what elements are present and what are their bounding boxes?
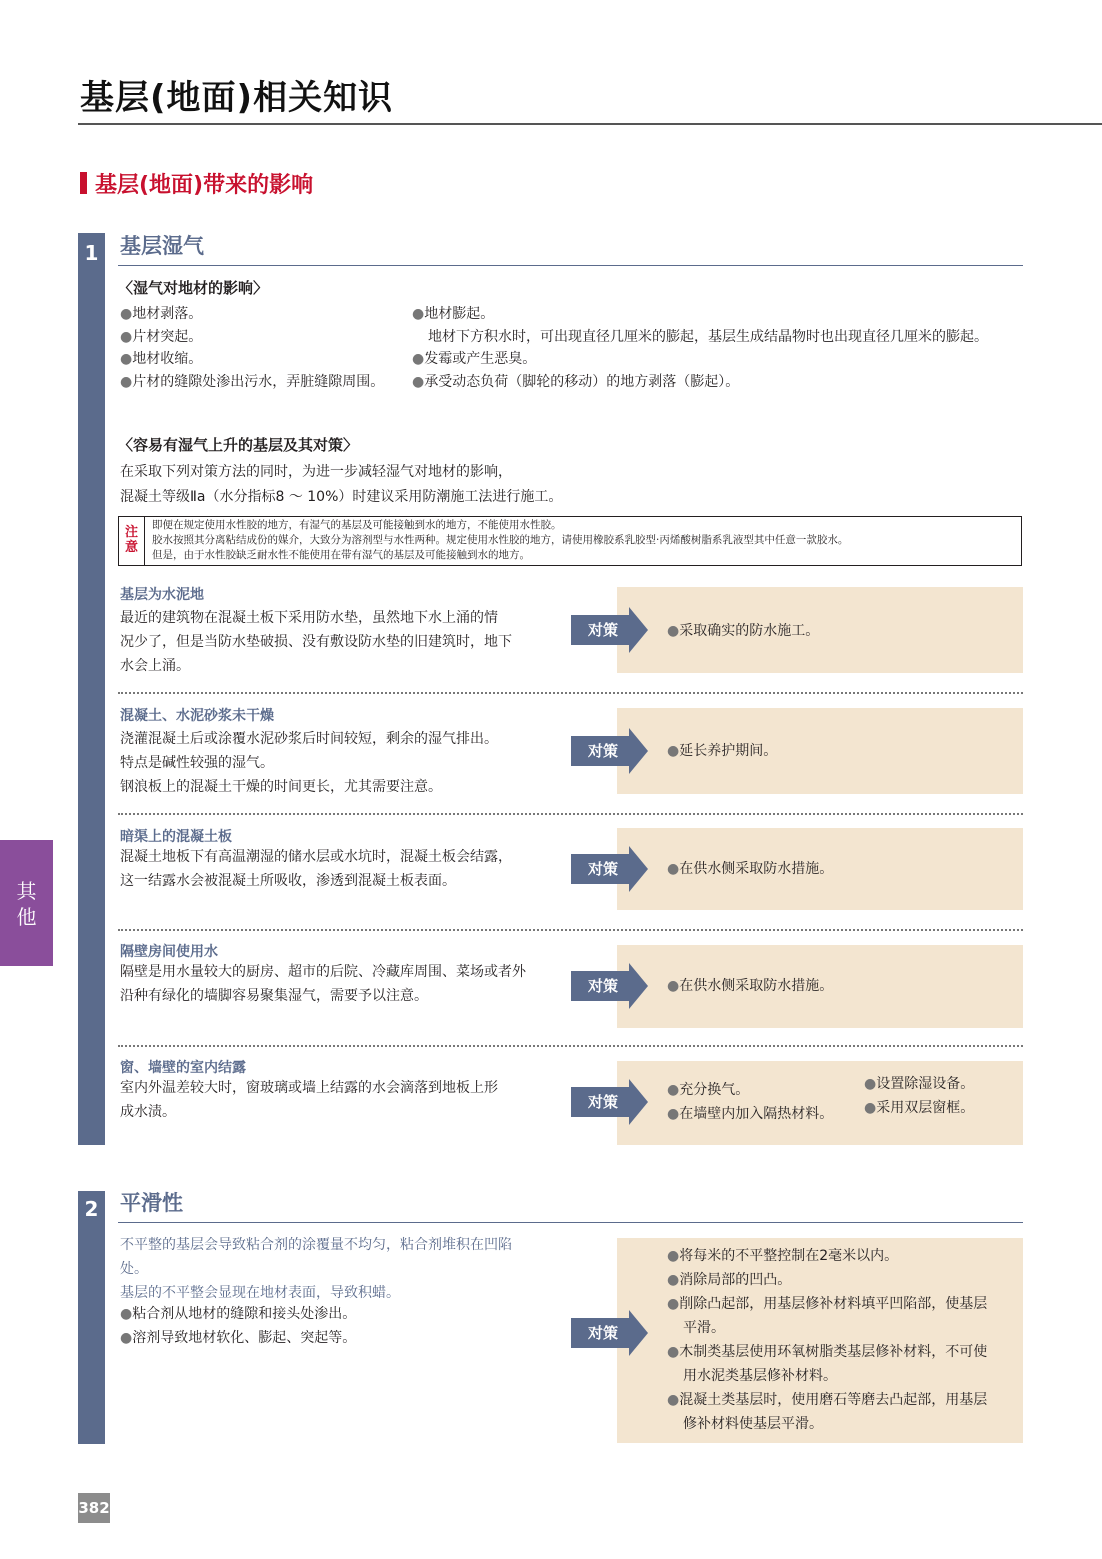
effects-left-list xyxy=(120,303,384,393)
countermeasure-arrow xyxy=(571,846,648,892)
effects-right-list xyxy=(412,303,988,393)
case-description: 浇灌混凝土后或涂覆水泥砂浆后时间较短，剩余的湿气排出。 特点是碱性较强的湿气。 钢浪板上的混凝土干燥的时间更长，尤其需要注意。 xyxy=(120,731,498,795)
case-title: 暗渠上的混凝土板 xyxy=(120,829,232,845)
countermeasure-arrow xyxy=(571,963,648,1009)
countermeasure-item: ● 采取确实的防水施工。 xyxy=(667,619,819,643)
prone-intro xyxy=(120,461,562,508)
countermeasure-label: 对策 xyxy=(587,1093,618,1111)
case-title: 基层为水泥地 xyxy=(120,587,204,603)
effect-item: ● 地材收缩。 xyxy=(120,348,384,371)
countermeasure-list: ● 将每米的不平整控制在2毫米以内。 ● 消除局部的凹凸。 ● 削除凸起部，用基层修补材料填平凹陷部，使基层 平滑。 ● 木制类基层使用环氧树脂类基层修补材料，不可使 用水泥类基层修补材料。 ● 混凝土类基层时，使用磨石等磨去凸起部，用基层 修补材料使基层平滑。 xyxy=(667,1244,987,1436)
effect-item: ● 地材剥落。 xyxy=(120,303,384,326)
case-description: 最近的建筑物在混凝土板下采用防水垫，虽然地下水上涌的情 况少了，但是当防水垫破损、没有敷设防水垫的旧建筑时，地下 水会上涌。 xyxy=(120,610,512,674)
page-number: 382 xyxy=(78,1493,110,1523)
divider xyxy=(118,1045,1023,1047)
note-text xyxy=(152,518,848,563)
case-title: 混凝土、水泥砂浆未干燥 xyxy=(120,708,274,724)
countermeasure-label: 对策 xyxy=(587,621,618,639)
prone-heading: 〈容易有湿气上升的基层及其对策〉 xyxy=(118,436,359,454)
section-2-title: 平滑性 xyxy=(120,1191,183,1215)
note-label: 注 意 xyxy=(119,517,145,565)
section-2-bar xyxy=(78,1191,105,1444)
page-title: 基层(地面)相关知识 xyxy=(80,78,394,118)
countermeasure-arrow xyxy=(571,1310,648,1356)
countermeasure-arrow xyxy=(571,1079,648,1125)
countermeasure-label: 对策 xyxy=(587,742,618,760)
section-1-bar xyxy=(78,233,105,1145)
countermeasure-list: ● 设置除湿设备。 ● 采用双层窗框。 xyxy=(864,1072,974,1120)
effect-item: ● 片材突起。 xyxy=(120,326,384,349)
countermeasure-item: ● 在供水侧采取防水措施。 xyxy=(667,974,833,998)
section-1-title: 基层湿气 xyxy=(120,234,204,258)
note-line: 即便在规定使用水性胶的地方，有湿气的基层及可能接触到水的地方，不能使用水性胶。 xyxy=(152,519,562,531)
section-1-rule xyxy=(118,265,1023,266)
countermeasure-label: 对策 xyxy=(587,1324,618,1342)
section-2-rule xyxy=(118,1222,1023,1223)
divider xyxy=(118,813,1023,815)
prone-intro-line: 在采取下列对策方法的同时，为进一步减轻湿气对地材的影响， xyxy=(120,464,512,480)
side-tab-other xyxy=(0,840,53,966)
prone-intro-line: 混凝土等级Ⅱa（水分指标8 ～ 10%）时建议采用防潮施工法进行施工。 xyxy=(120,488,563,505)
effect-item: ● 片材的缝隙处渗出污水，弄脏缝隙周围。 xyxy=(120,371,384,394)
section-1-number: 1 xyxy=(84,241,99,265)
case-description: 混凝土地板下有高温潮湿的储水层或水坑时，混凝土板会结露， 这一结露水会被混凝土所吸收，渗透到混凝土板表面。 xyxy=(120,849,512,889)
effect-detail: 地材下方积水时，可出现直径几厘米的膨起，基层生成结晶物时也出现直径几厘米的膨起。 xyxy=(428,328,988,345)
countermeasure-item: ● 在供水侧采取防水措施。 xyxy=(667,857,833,881)
note-line: 但是，由于水性胶缺乏耐水性不能使用在带有湿气的基层及可能接触到水的地方。 xyxy=(152,549,530,561)
case-title: 窗、墙壁的室内结露 xyxy=(120,1060,246,1076)
countermeasure-arrow xyxy=(571,607,648,653)
countermeasure-list: ● 充分换气。 ● 在墙壁内加入隔热材料。 xyxy=(667,1078,833,1126)
side-tab-char: 其 xyxy=(16,879,37,903)
divider xyxy=(118,692,1023,694)
countermeasure-label: 对策 xyxy=(587,860,618,878)
subtitle: 基层(地面)带来的影响 xyxy=(95,173,314,198)
countermeasure-arrow xyxy=(571,728,648,774)
smoothness-effects: ● 粘合剂从地材的缝隙和接头处渗出。 ● 溶剂导致地材软化、膨起、突起等。 xyxy=(120,1302,356,1350)
side-tab-char: 他 xyxy=(16,905,37,929)
subtitle-marker xyxy=(80,172,87,194)
section-2-number: 2 xyxy=(84,1197,99,1221)
case-title: 隔壁房间使用水 xyxy=(120,944,218,960)
divider xyxy=(118,929,1023,931)
smoothness-description: 不平整的基层会导致粘合剂的涂覆量不均匀，粘合剂堆积在凹陷 处。 基层的不平整会显现在地材表面，导致积蜡。 xyxy=(120,1237,512,1301)
effect-item: ● 地材膨起。 xyxy=(412,303,988,326)
countermeasure-label: 对策 xyxy=(587,977,618,995)
case-description: 隔壁是用水量较大的厨房、超市的后院、冷藏库周围、菜场或者外 沿种有绿化的墙脚容易聚集湿气，需要予以注意。 xyxy=(120,964,526,1004)
effects-heading: 〈湿气对地材的影响〉 xyxy=(118,279,269,297)
title-rule xyxy=(78,123,1102,125)
case-description: 室内外温差较大时，窗玻璃或墙上结露的水会滴落到地板上形 成水渍。 xyxy=(120,1080,498,1120)
effect-item: ● 承受动态负荷（脚轮的移动）的地方剥落（膨起）。 xyxy=(412,371,988,394)
countermeasure-item: ● 延长养护期间。 xyxy=(667,739,777,763)
note-line: 胶水按照其分离粘结成份的媒介，大致分为溶剂型与水性两种。规定使用水性胶的地方，请使用橡胶系乳胶型·丙烯酸树脂系乳液型其中任意一款胶水。 xyxy=(152,534,849,546)
effect-item: ● 发霉或产生恶臭。 xyxy=(412,348,988,371)
